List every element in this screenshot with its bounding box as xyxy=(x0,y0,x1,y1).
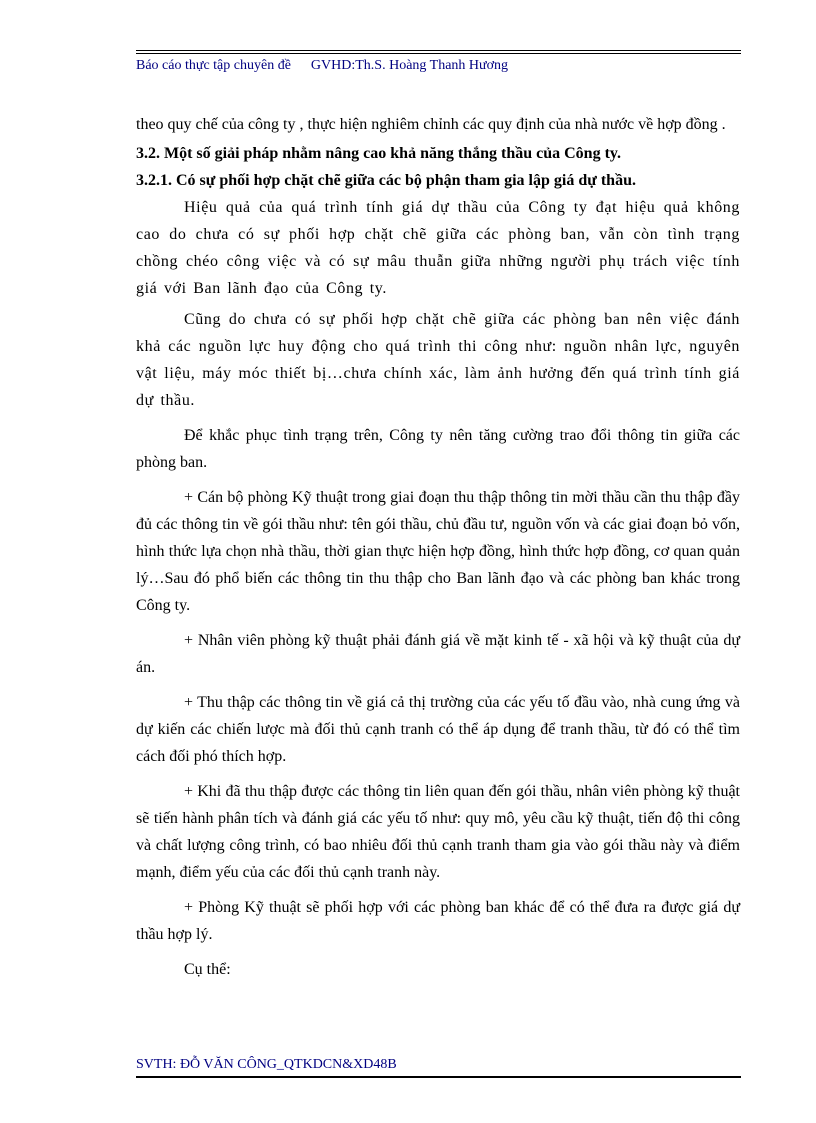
paragraph: + Khi đã thu thập được các thông tin liên quan đến gói thầu, nhân viên phòng kỹ thuật sẽ tiến hành phân tích và đánh giá các yếu tố như: quy mô, yêu cầu kỹ thuật, tiến độ thi công và chất lượng công trình, có bao nhiêu đối thủ cạnh tranh tham gia vào gói thầu này và điểm mạnh, điểm yếu của các đối thủ cạnh tranh này. xyxy=(136,783,740,881)
advisor-name: GVHD:Th.S. Hoàng Thanh Hương xyxy=(310,58,509,73)
footer-rule xyxy=(136,1076,741,1078)
header-line xyxy=(136,57,741,75)
paragraph: + Phòng Kỹ thuật sẽ phối hợp với các phòng ban khác để có thể đưa ra được giá dự thầu hợp lý. xyxy=(136,899,740,943)
paragraph: + Nhân viên phòng kỹ thuật phải đánh giá về mặt kinh tế - xã hội và kỹ thuật của dự án. xyxy=(136,632,740,676)
document-body xyxy=(136,111,740,983)
paragraph: Cũng do chưa có sự phối hợp chặt chẽ giữa các phòng ban nên việc đánh khả các nguồn lực huy động cho quá trình thi công như: nguồn nhân lực, nguyên vật liệu, máy móc thiết bị…chưa chính xác, làm ảnh hưởng đến quá trình tính giá dự thầu. xyxy=(136,311,740,409)
report-title: Báo cáo thực tập chuyên đề xyxy=(136,58,291,73)
paragraph: Cụ thể: xyxy=(184,961,231,978)
paragraph: + Cán bộ phòng Kỹ thuật trong giai đoạn thu thập thông tin mời thầu cần thu thập đầy đủ các thông tin về gói thầu như: tên gói thầu, chủ đầu tư, nguồn vốn và các giai đoạn bỏ vốn, hình thức lựa chọn nhà thầu, thời gian thực hiện hợp đồng, hình thức hợp đồng, cơ quan quản lý…Sau đó phổ biến các thông tin thu thập cho Ban lãnh đạo và các phòng ban khác trong Công ty. xyxy=(136,489,740,614)
section-heading: 3.2. Một số giải pháp nhằm nâng cao khả năng thắng thầu của Công ty. xyxy=(136,145,622,162)
paragraph: + Thu thập các thông tin về giá cả thị trường của các yếu tố đầu vào, nhà cung ứng và dự kiến các chiến lược mà đối thủ cạnh tranh có thể áp dụng để tranh thầu, từ đó có thể tìm cách đối phó thích hợp. xyxy=(136,694,740,765)
paragraph: Hiệu quả của quá trình tính giá dự thầu của Công ty đạt hiệu quả không cao do chưa có sự phối hợp chặt chẽ giữa các phòng ban, vẫn còn tình trạng chồng chéo công việc và có sự mâu thuẫn giữa những người phụ trách việc tính giá với Ban lãnh đạo của Công ty. xyxy=(136,199,740,297)
subsection-heading: 3.2.1. Có sự phối hợp chặt chẽ giữa các bộ phận tham gia lập giá dự thầu. xyxy=(136,172,636,189)
paragraph: Để khắc phục tình trạng trên, Công ty nên tăng cường trao đổi thông tin giữa các phòng ban. xyxy=(136,427,740,471)
page-header xyxy=(136,50,741,75)
page-footer xyxy=(136,1056,741,1078)
header-rule xyxy=(136,50,741,54)
paragraph-continuation: theo quy chế của công ty , thực hiện nghiêm chỉnh các quy định của nhà nước về hợp đồng . xyxy=(136,116,726,133)
student-name: SVTH: ĐỖ VĂN CÔNG_QTKDCN&XD48B xyxy=(136,1057,397,1072)
